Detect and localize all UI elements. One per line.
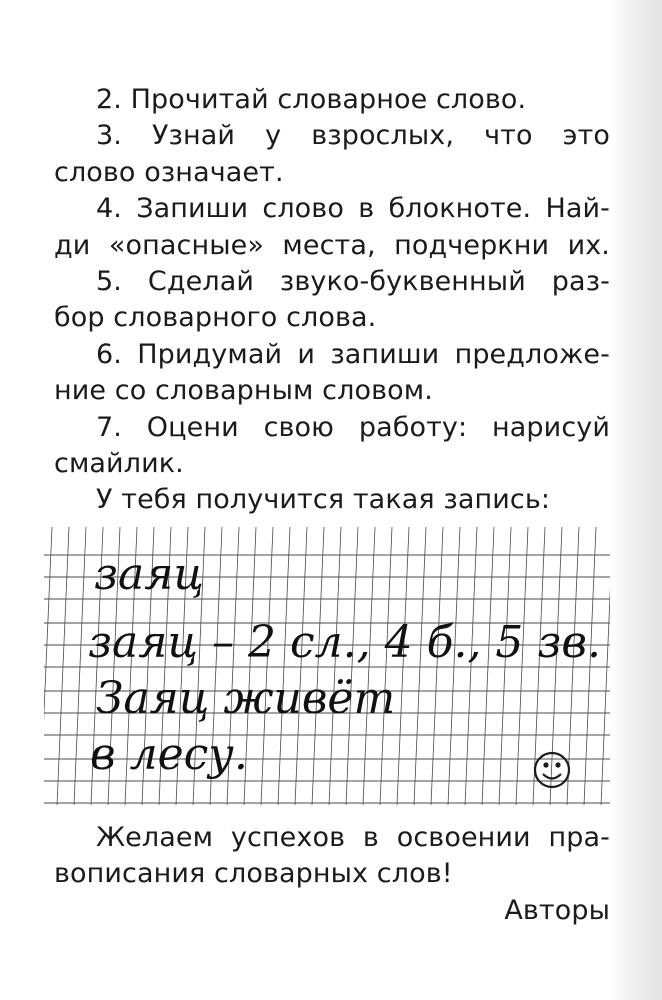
- step-4-line-2: ди «опасные» места, подчеркни их.: [54, 229, 610, 261]
- step-7-line-1: 7. Оцени свою работу: нарисуй: [96, 411, 610, 443]
- step-7-line-2: смайлик.: [54, 447, 184, 479]
- copybook-lined-grid: [44, 527, 610, 805]
- intro-line: У тебя получится такая запись:: [96, 484, 551, 516]
- copybook-sample: [44, 527, 610, 805]
- page-edge-shadow: [612, 0, 662, 1000]
- step-6-line-2: ние со словарным словом.: [54, 375, 433, 407]
- step-4-line-1: 4. Запиши слово в блокноте. Най-: [96, 193, 610, 225]
- copybook-slant-rule: [74, 527, 86, 805]
- instruction-steps: [54, 82, 610, 519]
- step-6-line-1: 6. Придумай и запиши предложе-: [96, 338, 610, 370]
- step-5-line-1: 5. Сделай звуко-буквенный раз-: [96, 265, 610, 297]
- step-3-line-2: слово означает.: [54, 156, 284, 188]
- wish-line-1: Желаем успехов в освоении пра-: [96, 822, 610, 853]
- copybook-slant-rule: [57, 527, 69, 805]
- footer: [54, 820, 610, 929]
- wish-line-2: вописания словарных слов!: [54, 858, 453, 890]
- handwriting-line-1: заяц: [94, 549, 205, 600]
- copybook-slant-rule: [44, 527, 52, 805]
- step-5-line-2: бор словарного слова.: [54, 302, 377, 334]
- handwriting-line-2: заяц – 2 сл., 4 б., 5 зв.: [88, 617, 602, 668]
- handwriting-line-4: в лесу.: [90, 729, 248, 780]
- copybook-slant-rule: [601, 527, 610, 805]
- handwriting-line-3: Заяц живёт: [96, 673, 396, 724]
- step-2-line-1: 2. Прочитай словарное слово.: [96, 84, 527, 115]
- authors-signature: Авторы: [504, 894, 610, 926]
- step-3-line-1: 3. Узнай у взрослых, что это: [96, 120, 610, 152]
